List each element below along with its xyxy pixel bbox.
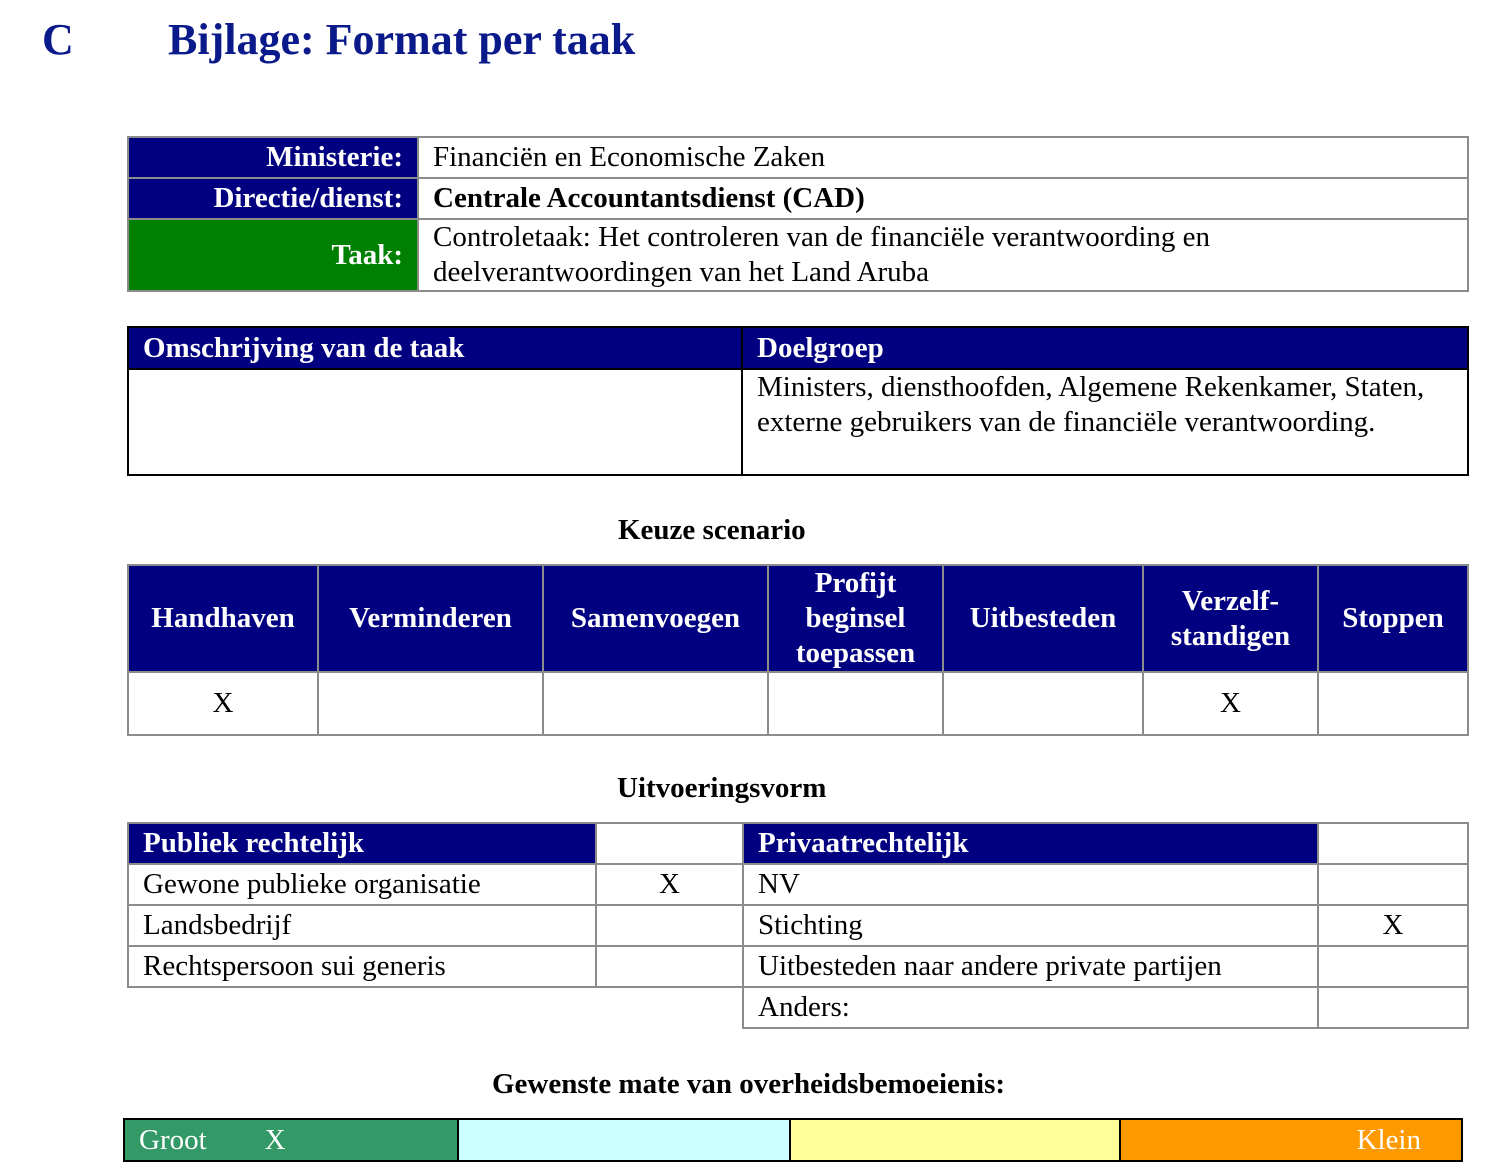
taak-value: Controletaak: Het controleren van de financiële verantwoording en deelverantwoordingen van het Land Aruba (418, 219, 1468, 291)
scenario-table (127, 564, 1469, 736)
scenario-mark-uitbesteden (943, 672, 1143, 735)
public-row-label: Landsbedrijf (128, 905, 596, 946)
scale-label-klein: Klein (1356, 1124, 1421, 1156)
private-row-label: Anders: (743, 987, 1318, 1028)
ministerie-value: Financiën en Economische Zaken (418, 137, 1468, 178)
scenario-mark-verzelfstandigen: X (1143, 672, 1318, 735)
scenario-header-verzelfstandigen: Verzelf-standigen (1143, 565, 1318, 672)
omschrijving-value (128, 369, 742, 475)
directie-label: Directie/dienst: (128, 178, 418, 219)
scenario-mark-samenvoegen (543, 672, 768, 735)
private-header-mark (1318, 823, 1468, 864)
scenario-mark-handhaven: X (128, 672, 318, 735)
empty-cell (596, 987, 743, 1028)
public-header: Publiek rechtelijk (128, 823, 596, 864)
scenario-header-handhaven: Handhaven (128, 565, 318, 672)
private-row-label: NV (743, 864, 1318, 905)
private-row-mark: X (1318, 905, 1468, 946)
private-header: Privaatrechtelijk (743, 823, 1318, 864)
public-row-mark: X (596, 864, 743, 905)
appendix-letter: C (42, 15, 74, 64)
execution-form-table (127, 822, 1469, 1029)
scale-segment-klein (1119, 1120, 1461, 1160)
private-row-mark (1318, 987, 1468, 1028)
page-title: Bijlage: Format per taak (168, 15, 636, 64)
government-involvement-scale (123, 1118, 1463, 1162)
scenario-heading: Keuze scenario (618, 514, 806, 546)
government-involvement-heading: Gewenste mate van overheidsbemoeienis: (492, 1068, 1006, 1100)
private-row-mark (1318, 864, 1468, 905)
scale-segment-2 (457, 1120, 789, 1160)
execution-form-heading: Uitvoeringsvorm (617, 772, 827, 804)
omschrijving-header: Omschrijving van de taak (128, 327, 742, 369)
scenario-header-profijt: Profijt beginsel toepassen (768, 565, 943, 672)
empty-cell (128, 987, 596, 1028)
task-info-table (127, 136, 1469, 292)
private-row-label: Stichting (743, 905, 1318, 946)
scale-segment-groot (125, 1120, 457, 1160)
scale-segment-3 (789, 1120, 1119, 1160)
directie-value: Centrale Accountantsdienst (CAD) (418, 178, 1468, 219)
scale-selected-mark: X (264, 1124, 286, 1156)
scenario-header-uitbesteden: Uitbesteden (943, 565, 1143, 672)
ministerie-label: Ministerie: (128, 137, 418, 178)
scenario-header-samenvoegen: Samenvoegen (543, 565, 768, 672)
public-row-mark (596, 905, 743, 946)
doelgroep-value: Ministers, diensthoofden, Algemene Rekenkamer, Staten, externe gebruikers van de financiële verantwoording. (742, 369, 1468, 475)
doelgroep-header: Doelgroep (742, 327, 1468, 369)
public-row-mark (596, 946, 743, 987)
scenario-mark-verminderen (318, 672, 543, 735)
description-table (127, 326, 1469, 476)
public-header-mark (596, 823, 743, 864)
scenario-header-stoppen: Stoppen (1318, 565, 1468, 672)
public-row-label: Gewone publieke organisatie (128, 864, 596, 905)
scenario-mark-stoppen (1318, 672, 1468, 735)
private-row-mark (1318, 946, 1468, 987)
scenario-mark-profijt (768, 672, 943, 735)
scale-label-groot: Groot (139, 1124, 207, 1156)
scenario-header-verminderen: Verminderen (318, 565, 543, 672)
taak-label: Taak: (128, 219, 418, 291)
public-row-label: Rechtspersoon sui generis (128, 946, 596, 987)
private-row-label: Uitbesteden naar andere private partijen (743, 946, 1318, 987)
